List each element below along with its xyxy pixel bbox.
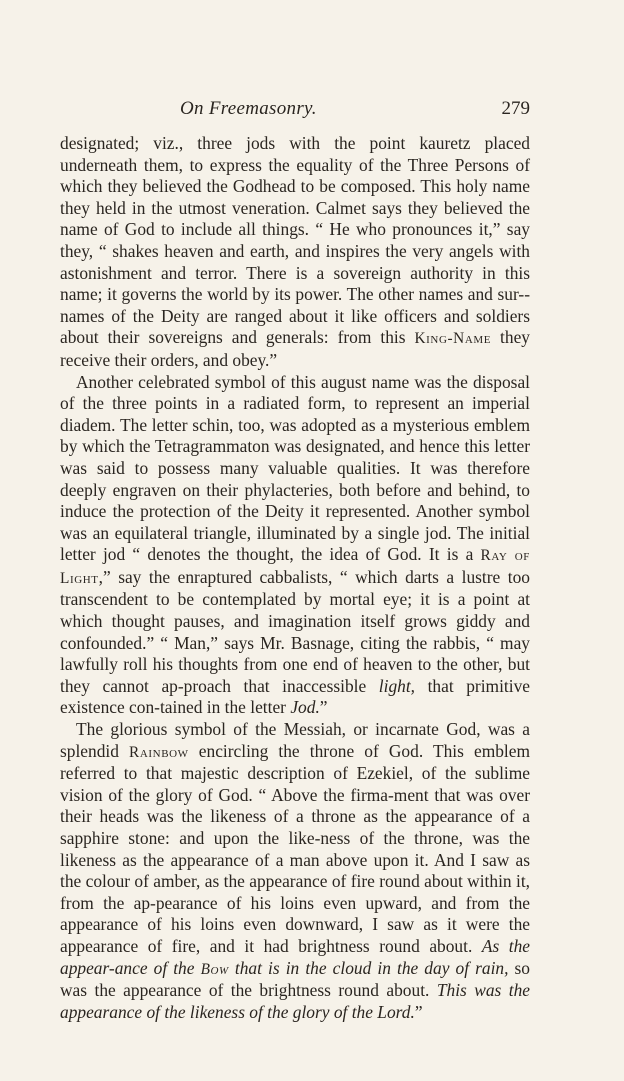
jod-italic: Jod. [290,697,320,718]
paragraph-2-text-3: that primitive existence con-tained in the letter [60,675,530,718]
body-text [60,133,530,1023]
paragraph-3-text-3: so was the appearance of the brightness round about. [60,957,530,1001]
page-number: 279 [501,98,530,119]
paragraph-1 [60,133,530,372]
paragraph-2-text-2: ,” say the enraptured cabbalists, “ which darts a lustre too transcendent to be contemplated by mortal eye; it is a point at which thought pauses, and imagination itself grows giddy and confounded.” “ Man,” says Mr. Basnage, citing the rabbis, “ may lawfully roll his thoughts from one end of heaven to the other, but they cannot ap-proach that inaccessible [60,566,530,696]
paragraph-1-text-1: designated; viz., three jods with the point kauretz placed underneath them, to express the equality of the Three Persons of which they believed the Godhead to be composed. This holy name they held in the utmost veneration. Calmet says they believed the name of God to include all things. “ He who pronounces it,” say they, “ shakes heaven and earth, and inspires the very angels with astonishment and terror. There is a sovereign authority in this name; it governs the world by its power. The other names and sur-names of the Deity are ranged about it like officers and soldiers about their sovereigns and generals: from this [60,133,530,348]
paragraph-2-text-4: ” [319,697,328,718]
paragraph-3-text-1: The glorious symbol of the Messiah, or incarnate God, was a splendid [60,719,530,761]
paragraph-1-text-2: they receive their orders, and obey.” [60,327,530,370]
ray-of-light-term: Ray of Light [60,547,530,587]
cloud-italic: that is in the cloud in the day of rain, [228,957,509,978]
paragraph-2 [60,372,530,720]
light-italic: light, [378,675,416,696]
glory-italic: This was the appearance of the likeness of the glory of the Lord. [60,980,530,1022]
paragraph-3 [60,719,530,1023]
paragraph-2-text-1: Another celebrated symbol of this august name was the disposal of the three points in a radiated form, to represent an imperial diadem. The letter schin, too, was adopted as a mysterious emblem by which the Tetragrammaton was designated, and hence this letter was said to possess many valuable qualities. It was therefore deeply engraven on their phylacteries, both before and behind, to induce the protection of the Deity it represented. Another symbol was an equilateral triangle, illuminated by a single jod. The initial letter jod “ denotes the thought, the idea of God. It is a [60,371,530,565]
paragraph-3-text-4: ” [414,1001,423,1022]
appearance-italic: As the appear-ance of the [60,935,531,978]
bow-term: Bow [200,960,229,978]
rainbow-term: Rainbow [129,743,189,761]
king-name-term: King-Name [414,330,492,348]
running-title: On Freemasonry. [180,98,317,119]
page-header [60,98,530,124]
paragraph-3-text-2: encircling the throne of God. This emblem referred to that majestic description of Ezekiel, of the sublime vision of the glory of God. “ Above the firma-ment that was over their heads was the likeness of a throne as the appearance of a sapphire stone: and upon the like-ness of the throne, was the likeness as the appearance of a man above upon it. And I saw as the colour of amber, as the appearance of fire round about within it, from the ap-pearance of his loins even upward, and from the appearance of his loins even downward, I saw as it were the appearance of fire, and it had brightness round about. [60,740,531,956]
